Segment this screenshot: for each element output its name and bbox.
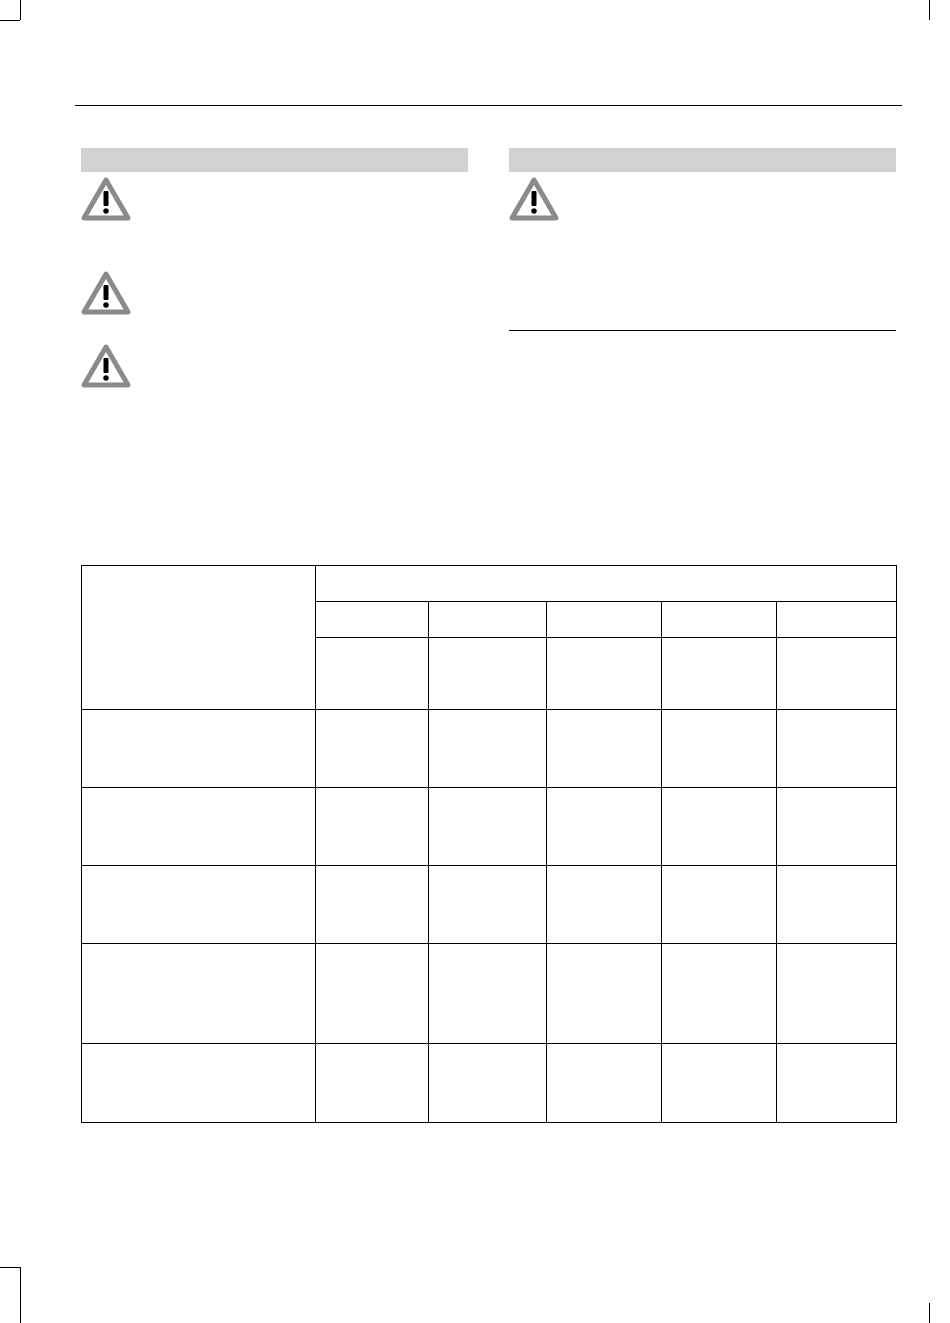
table-column-subheader: [777, 638, 897, 710]
table-cell: [429, 788, 547, 866]
table-cell: [547, 944, 662, 1044]
warning-end-rule: [509, 330, 896, 331]
table-cell: [777, 944, 897, 1044]
table-column-header: [662, 602, 777, 638]
right-warning-heading: [509, 152, 517, 168]
table-cell: [316, 710, 429, 788]
table-cell: [662, 1044, 777, 1123]
table-column-header: [777, 602, 897, 638]
table-cell: [316, 866, 429, 944]
warning-triangle-icon: [81, 271, 131, 315]
warning-triangle-icon: [81, 177, 131, 221]
table-cell: [316, 788, 429, 866]
table-cell: [316, 1044, 429, 1123]
table-column-subheader: [316, 638, 429, 710]
table-corner-cell: [82, 566, 316, 710]
table-cell: [547, 710, 662, 788]
table-column-subheader: [429, 638, 547, 710]
left-warning-heading: [81, 152, 89, 168]
table-group-header: [316, 566, 897, 602]
table-row-label: [82, 944, 316, 1044]
table-row: [82, 710, 897, 788]
table-row-label: [82, 788, 316, 866]
table-row: [82, 866, 897, 944]
table-row-label: [82, 866, 316, 944]
table-column-subheader: [547, 638, 662, 710]
table-cell: [662, 710, 777, 788]
crop-mark-bottom-right-vertical: [929, 1303, 930, 1323]
crop-mark-top-left-horizontal: [0, 20, 20, 21]
table-cell: [662, 788, 777, 866]
table-cell: [662, 866, 777, 944]
warning-triangle-icon: [509, 177, 559, 221]
table-cell: [429, 710, 547, 788]
table-row: [82, 1044, 897, 1123]
table-cell: [777, 788, 897, 866]
table-cell: [547, 1044, 662, 1123]
table-cell: [777, 1044, 897, 1123]
table-cell: [429, 944, 547, 1044]
table-cell: [777, 866, 897, 944]
table-cell: [429, 1044, 547, 1123]
crop-mark-top-right-vertical: [929, 0, 930, 20]
crop-mark-top-left-vertical: [20, 0, 21, 20]
table-cell: [662, 944, 777, 1044]
left-warning-heading-bar: [81, 148, 468, 172]
table-cell: [777, 710, 897, 788]
table-cell: [316, 944, 429, 1044]
table-row-label: [82, 1044, 316, 1123]
table-row: [82, 944, 897, 1044]
table-row-label: [82, 710, 316, 788]
crop-mark-bottom-left-vertical: [20, 1267, 21, 1323]
warning-triangle-icon: [81, 344, 131, 388]
table-cell: [547, 788, 662, 866]
table-row: [82, 788, 897, 866]
table-column-header: [316, 602, 429, 638]
right-warning-heading-bar: [509, 148, 896, 172]
table-column-subheader: [662, 638, 777, 710]
data-table: [81, 565, 896, 1122]
crop-mark-bottom-left-horizontal: [0, 1267, 20, 1268]
table-cell: [547, 866, 662, 944]
table-column-header: [547, 602, 662, 638]
table-cell: [429, 866, 547, 944]
table-column-header: [429, 602, 547, 638]
header-rule: [75, 105, 902, 106]
